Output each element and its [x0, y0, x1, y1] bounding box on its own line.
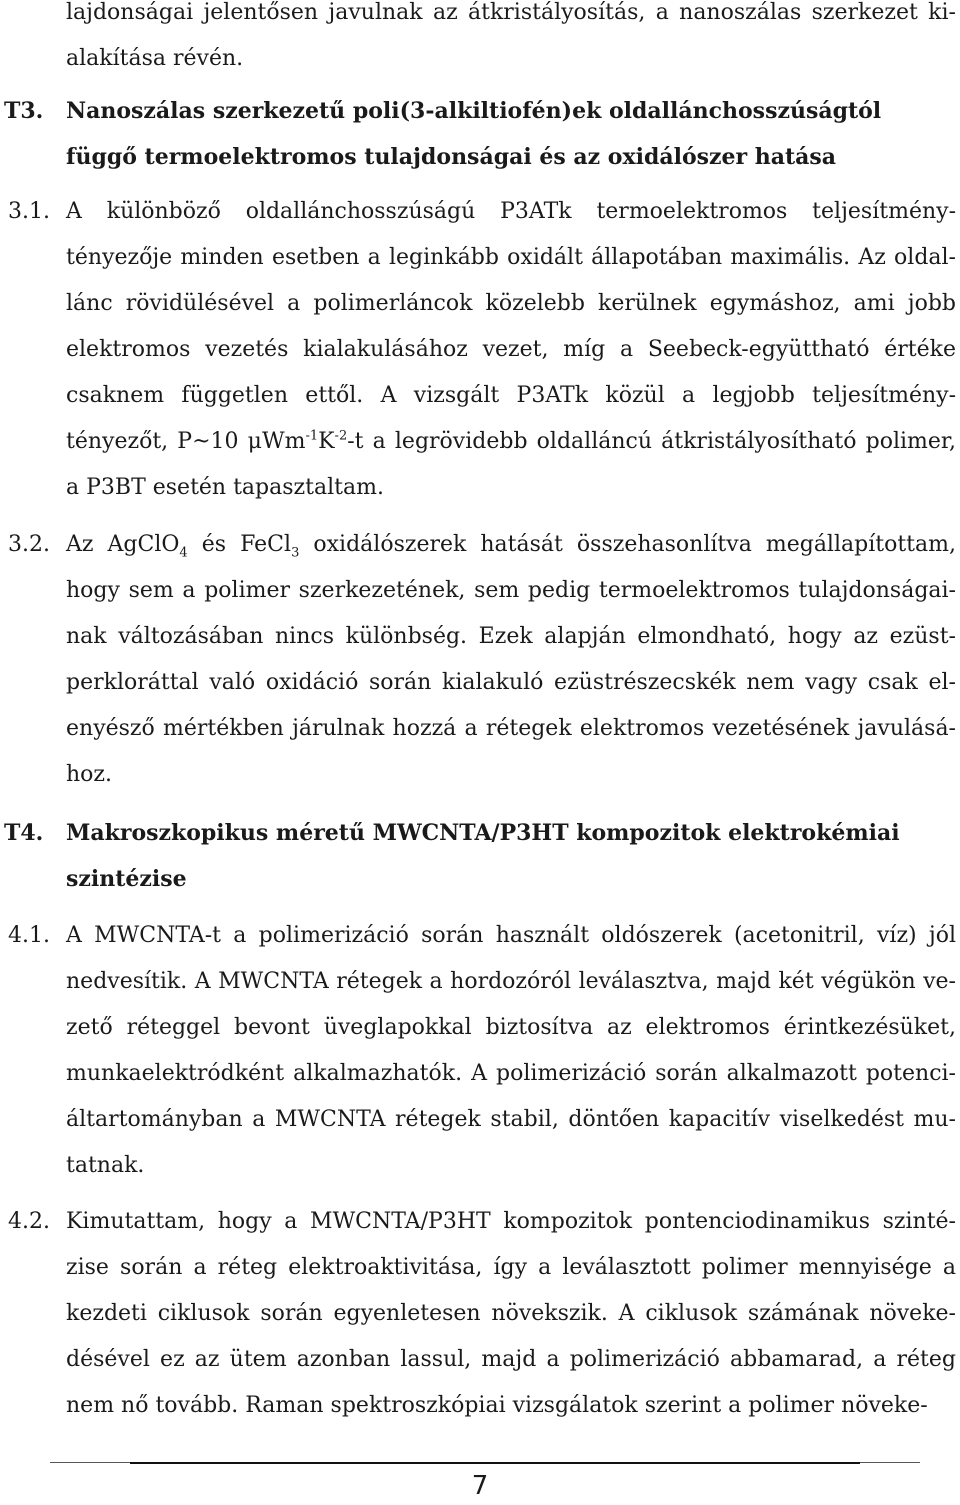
item-text-part: oxidálószerek hatását összehasonlítva megállapítottam, hogy sem a polimer szerkezetének, sem pedig termoelektromos tulajdonságai-nak változásában nincs különbség. Ezek alapján elmondható, hogy az ezüst-perkloráttal való oxidáció során kialakuló ezüstrészecskék nem vagy csak el-enyésző mértékben járulnak hozzá a rétegek elektromos vezetésének javulásá-hoz. [66, 532, 956, 787]
page-number: 7 [471, 1471, 489, 1501]
item-label: 3.1. [8, 199, 50, 224]
superscript-exponent: -1 [305, 428, 319, 444]
paragraph-text: lajdonságai jelentősen javulnak az átkristályosítás, a nanoszálas szerkezet ki-alakítása révén. [66, 0, 956, 71]
item-text-part: Az AgClO [66, 532, 180, 557]
item-text-part: -t a legrövidebb oldalláncú átkristályosítható polimer, a P3BT esetén tapasztaltam. [66, 429, 956, 500]
section-label: T3. [4, 98, 44, 124]
item-label: 4.2. [8, 1209, 50, 1234]
item-label: 4.1. [8, 923, 50, 948]
section-title: Nanoszálas szerkezetű poli(3-alkiltiofén)ek oldallánchosszúságtól függő termoelektromos tulajdonságai és az oxidálószer hatása [66, 98, 882, 170]
item-text: A MWCNTA-t a polimerizáció során használt oldószerek (acetonitril, víz) jól nedvesítik. A MWCNTA rétegek a hordozóról leválasztva, majd két végükön ve-zető réteggel bevont üveglapokkal biztosítva az elektromos érintkezésüket, munkaelektródként alkalmazhatók. A polimerizáció során alkalmazott potenci-áltartományban a MWCNTA rétegek stabil, döntően kapacitív viselkedést mu-tatnak. [66, 923, 956, 1178]
section-label: T4. [4, 820, 44, 846]
superscript-exponent: -2 [334, 428, 348, 444]
item-text-part: és FeCl [187, 532, 292, 557]
item-text [66, 189, 956, 511]
item-text-part: A különböző oldallánchosszúságú P3ATk termoelektromos teljesítmény-tényezője minden esetben a leginkább oxidált állapotában maximális. Az oldal-lánc rövidülésével a polimerláncok közelebb kerülnek egymáshoz, ami jobb elektromos vezetés kialakulásához vezet, míg a Seebeck-együttható értéke csaknem független ettől. A vizsgált P3ATk közül a legjobb teljesítmény-tényezőt, P~10 μWm [66, 199, 956, 454]
section-title: Makroszkopikus méretű MWCNTA/P3HT kompozitok elektrokémiai szintézise [66, 820, 900, 892]
unit-kelvin: K [318, 429, 335, 454]
item-text [66, 522, 956, 798]
subscript-index: 3 [291, 545, 300, 561]
item-text: Kimutattam, hogy a MWCNTA/P3HT kompozitok pontenciodinamikus szinté-zise során a réteg elektroaktivitása, így a leválasztott polimer mennyisége a kezdeti ciklusok során egyenletesen növekszik. A ciklusok számának növeke-désével ez az ütem azonban lassul, majd a polimerizáció abbamarad, a réteg nem nő tovább. Raman spektroszkópiai vizsgálatok szerint a polimer növeke- [66, 1209, 956, 1418]
item-label: 3.2. [8, 532, 50, 557]
subscript-index: 4 [179, 545, 188, 561]
footer-divider [50, 1462, 920, 1463]
